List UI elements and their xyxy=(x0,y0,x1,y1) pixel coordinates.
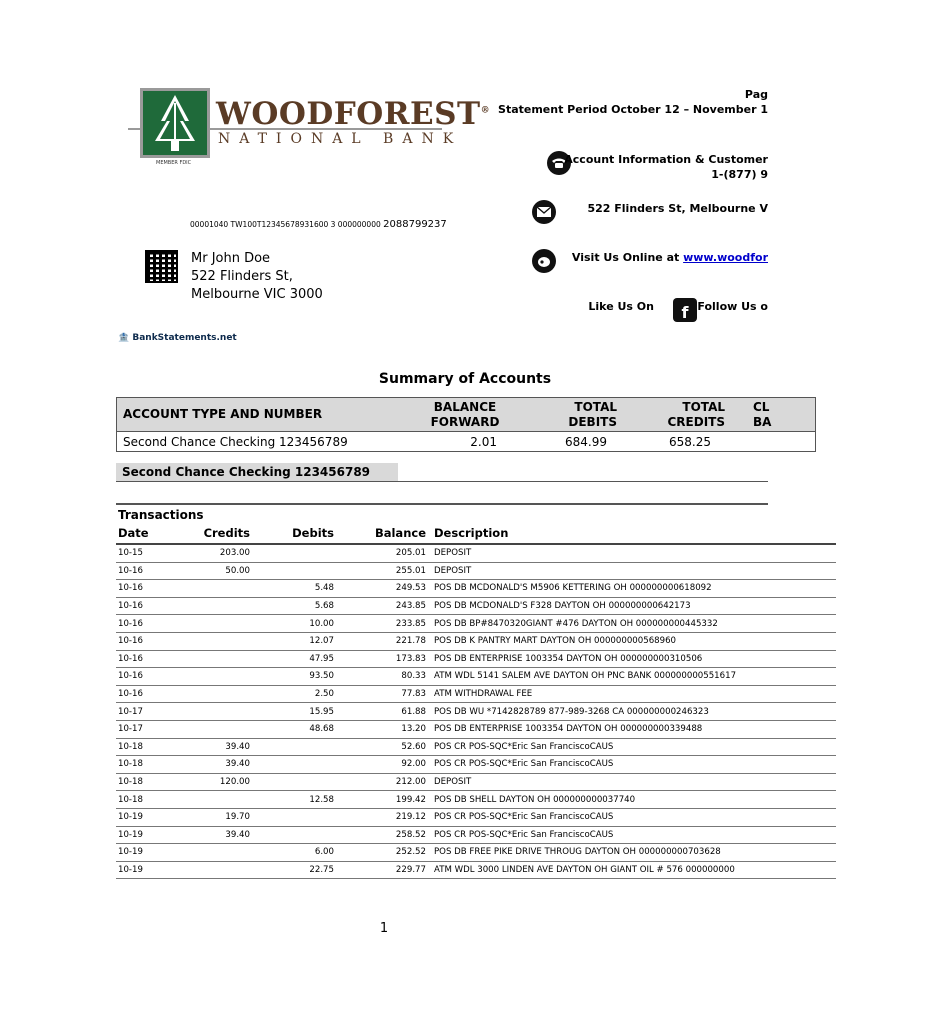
facebook-icon[interactable]: f xyxy=(673,298,697,322)
like-us-label: Like Us On xyxy=(588,300,654,313)
col-balance: Balance xyxy=(336,523,428,544)
cell-balance: 258.52 xyxy=(336,826,428,844)
cell-credits: 120.00 xyxy=(164,773,252,791)
qr-code-icon xyxy=(145,250,178,283)
table-row xyxy=(116,562,836,580)
table-row xyxy=(116,844,836,862)
cell-description: POS CR POS-SQC*Eric San FranciscoCAUS xyxy=(428,756,836,774)
cell-description: POS DB MCDONALD'S M5906 KETTERING OH 000000000618092 xyxy=(428,580,836,598)
cell-credits xyxy=(164,632,252,650)
cell-credits: 203.00 xyxy=(164,544,252,562)
cell-date: 10-16 xyxy=(116,562,164,580)
cell-credits xyxy=(164,615,252,633)
cell-balance: 221.78 xyxy=(336,632,428,650)
cell-date: 10-17 xyxy=(116,703,164,721)
table-row xyxy=(116,756,836,774)
bank-name: WOODFOREST® xyxy=(216,96,491,132)
col-total-credits: TOTAL CREDITS xyxy=(667,399,725,429)
cell-description: DEPOSIT xyxy=(428,773,836,791)
cell-description: POS DB K PANTRY MART DAYTON OH 000000000568960 xyxy=(428,632,836,650)
cell-date: 10-16 xyxy=(116,668,164,686)
transactions-table xyxy=(116,523,836,879)
cell-balance: 255.01 xyxy=(336,562,428,580)
table-row xyxy=(116,791,836,809)
cell-credits xyxy=(164,791,252,809)
cell-date: 10-16 xyxy=(116,685,164,703)
transactions-header-row xyxy=(116,523,836,544)
cell-credits: 19.70 xyxy=(164,808,252,826)
col-balance-forward: BALANCE FORWARD xyxy=(430,399,500,429)
website-link[interactable]: www.woodfor xyxy=(683,251,768,264)
cell-balance: 80.33 xyxy=(336,668,428,686)
cell-description: ATM WDL 3000 LINDEN AVE DAYTON OH GIANT OIL # 576 000000000 xyxy=(428,861,836,879)
col-date: Date xyxy=(116,523,164,544)
cell-credits xyxy=(164,668,252,686)
follow-us-label: Follow Us o xyxy=(697,300,768,313)
cell-debits: 6.00 xyxy=(252,844,336,862)
cell-description: DEPOSIT xyxy=(428,562,836,580)
mailing-barcode xyxy=(190,219,447,230)
cell-date: 10-16 xyxy=(116,597,164,615)
cell-description: ATM WDL 5141 SALEM AVE DAYTON OH PNC BANK 000000000551617 xyxy=(428,668,836,686)
cell-debits: 5.48 xyxy=(252,580,336,598)
cell-date: 10-19 xyxy=(116,844,164,862)
cell-balance: 173.83 xyxy=(336,650,428,668)
cell-description: DEPOSIT xyxy=(428,544,836,562)
customer-address xyxy=(191,250,323,304)
summary-header-row xyxy=(117,398,816,432)
cell-date: 10-19 xyxy=(116,861,164,879)
cell-credits: 50.00 xyxy=(164,562,252,580)
transactions-rule xyxy=(116,503,768,505)
cell-balance: 92.00 xyxy=(336,756,428,774)
table-row xyxy=(116,738,836,756)
cell-debits xyxy=(252,773,336,791)
col-closing: CL BA xyxy=(753,399,772,429)
cell-debits: 15.95 xyxy=(252,703,336,721)
cell-debits: 47.95 xyxy=(252,650,336,668)
cell-date: 10-19 xyxy=(116,826,164,844)
transactions-title: Transactions xyxy=(118,508,204,522)
table-row xyxy=(116,615,836,633)
table-row xyxy=(116,668,836,686)
cell-debits xyxy=(252,756,336,774)
cell-debits: 93.50 xyxy=(252,668,336,686)
cell-balance: 252.52 xyxy=(336,844,428,862)
cell-balance: 212.00 xyxy=(336,773,428,791)
cell-description: POS DB FREE PIKE DRIVE THROUG DAYTON OH 000000000703628 xyxy=(428,844,836,862)
table-row xyxy=(116,808,836,826)
cell-credits xyxy=(164,580,252,598)
cell-balance: 229.77 xyxy=(336,861,428,879)
cell-debits: 48.68 xyxy=(252,720,336,738)
table-row xyxy=(116,580,836,598)
cell-credits xyxy=(164,650,252,668)
cell-debits xyxy=(252,544,336,562)
col-credits: Credits xyxy=(164,523,252,544)
table-row xyxy=(116,597,836,615)
cell-date: 10-16 xyxy=(116,650,164,668)
page-number: 1 xyxy=(379,921,389,936)
cell-date: 10-18 xyxy=(116,756,164,774)
cell-description: POS CR POS-SQC*Eric San FranciscoCAUS xyxy=(428,738,836,756)
col-total-debits: TOTAL DEBITS xyxy=(568,399,617,429)
globe-icon xyxy=(532,249,556,273)
cell-debits: 10.00 xyxy=(252,615,336,633)
cell-date: 10-19 xyxy=(116,808,164,826)
cell-date: 10-18 xyxy=(116,738,164,756)
table-row xyxy=(116,650,836,668)
cell-description: ATM WITHDRAWAL FEE xyxy=(428,685,836,703)
tree-logo-icon xyxy=(140,88,210,158)
col-account: ACCOUNT TYPE AND NUMBER xyxy=(123,407,323,421)
cell-debits: 12.07 xyxy=(252,632,336,650)
barcode-small: 00001040 TW100T12345678931600 3 000000000 xyxy=(190,220,381,229)
table-row xyxy=(116,861,836,879)
bank-building-icon: 🏦 xyxy=(118,333,130,343)
summary-account: Second Chance Checking 123456789 xyxy=(123,434,348,449)
phone-number: 1-(877) 9 xyxy=(711,168,768,181)
cell-debits xyxy=(252,826,336,844)
customer-name: Mr John Doe xyxy=(191,251,271,266)
summary-closing xyxy=(731,432,816,452)
bank-subtitle: NATIONAL BANK xyxy=(218,131,463,147)
cell-description: POS CR POS-SQC*Eric San FranciscoCAUS xyxy=(428,808,836,826)
cell-credits xyxy=(164,861,252,879)
cell-date: 10-15 xyxy=(116,544,164,562)
cell-credits xyxy=(164,720,252,738)
col-description: Description xyxy=(428,523,836,544)
statement-period: Statement Period October 12 – November 1 xyxy=(498,103,768,116)
cell-debits xyxy=(252,808,336,826)
customer-city: Melbourne VIC 3000 xyxy=(191,287,323,302)
cell-credits: 39.40 xyxy=(164,756,252,774)
table-row xyxy=(116,720,836,738)
cell-balance: 205.01 xyxy=(336,544,428,562)
customer-street: 522 Flinders St, xyxy=(191,269,293,284)
summary-row xyxy=(117,432,816,452)
cell-balance: 199.42 xyxy=(336,791,428,809)
table-row xyxy=(116,703,836,721)
cell-balance: 219.12 xyxy=(336,808,428,826)
cell-date: 10-18 xyxy=(116,773,164,791)
cell-credits: 39.40 xyxy=(164,738,252,756)
table-row xyxy=(116,826,836,844)
cell-balance: 249.53 xyxy=(336,580,428,598)
cell-balance: 52.60 xyxy=(336,738,428,756)
summary-table xyxy=(116,397,816,452)
visit-online xyxy=(572,251,768,264)
cell-credits xyxy=(164,703,252,721)
cell-date: 10-18 xyxy=(116,791,164,809)
table-row xyxy=(116,632,836,650)
col-debits: Debits xyxy=(252,523,336,544)
table-row xyxy=(116,773,836,791)
cell-credits xyxy=(164,844,252,862)
mail-icon xyxy=(532,200,556,224)
account-section-title: Second Chance Checking 123456789 xyxy=(116,463,398,481)
summary-total-credits: 658.25 xyxy=(669,434,711,449)
cell-balance: 243.85 xyxy=(336,597,428,615)
cell-debits: 12.58 xyxy=(252,791,336,809)
cell-description: POS DB ENTERPRISE 1003354 DAYTON OH 000000000339488 xyxy=(428,720,836,738)
cell-debits: 22.75 xyxy=(252,861,336,879)
table-row xyxy=(116,685,836,703)
cell-debits: 5.68 xyxy=(252,597,336,615)
page-label: Pag xyxy=(744,88,768,101)
summary-total-debits: 684.99 xyxy=(565,434,607,449)
watermark: 🏦 BankStatements.net xyxy=(118,333,237,343)
cell-balance: 77.83 xyxy=(336,685,428,703)
cell-balance: 61.88 xyxy=(336,703,428,721)
account-rule xyxy=(116,481,768,482)
cell-debits xyxy=(252,562,336,580)
cell-description: POS DB BP#8470320GIANT #476 DAYTON OH 000000000445332 xyxy=(428,615,836,633)
cell-credits xyxy=(164,597,252,615)
cell-debits xyxy=(252,738,336,756)
summary-title: Summary of Accounts xyxy=(378,371,552,387)
cell-date: 10-17 xyxy=(116,720,164,738)
cell-balance: 13.20 xyxy=(336,720,428,738)
visit-label: Visit Us Online at xyxy=(571,251,680,264)
cell-date: 10-16 xyxy=(116,632,164,650)
bank-address: 522 Flinders St, Melbourne V xyxy=(587,202,768,215)
cell-description: POS DB MCDONALD'S F328 DAYTON OH 000000000642173 xyxy=(428,597,836,615)
summary-balance-forward: 2.01 xyxy=(470,434,497,449)
cell-credits: 39.40 xyxy=(164,826,252,844)
cell-description: POS DB WU *7142828789 877-989-3268 CA 000000000246323 xyxy=(428,703,836,721)
cell-description: POS DB ENTERPRISE 1003354 DAYTON OH 000000000310506 xyxy=(428,650,836,668)
table-row xyxy=(116,544,836,562)
cell-balance: 233.85 xyxy=(336,615,428,633)
cell-credits xyxy=(164,685,252,703)
account-info-label: Account Information & Customer xyxy=(564,153,768,166)
cell-description: POS CR POS-SQC*Eric San FranciscoCAUS xyxy=(428,826,836,844)
cell-date: 10-16 xyxy=(116,580,164,598)
cell-date: 10-16 xyxy=(116,615,164,633)
transactions-body xyxy=(116,544,836,879)
barcode-number: 2088799237 xyxy=(383,219,447,230)
cell-description: POS DB SHELL DAYTON OH 000000000037740 xyxy=(428,791,836,809)
fdic-label: MEMBER FDIC xyxy=(156,160,192,166)
cell-debits: 2.50 xyxy=(252,685,336,703)
